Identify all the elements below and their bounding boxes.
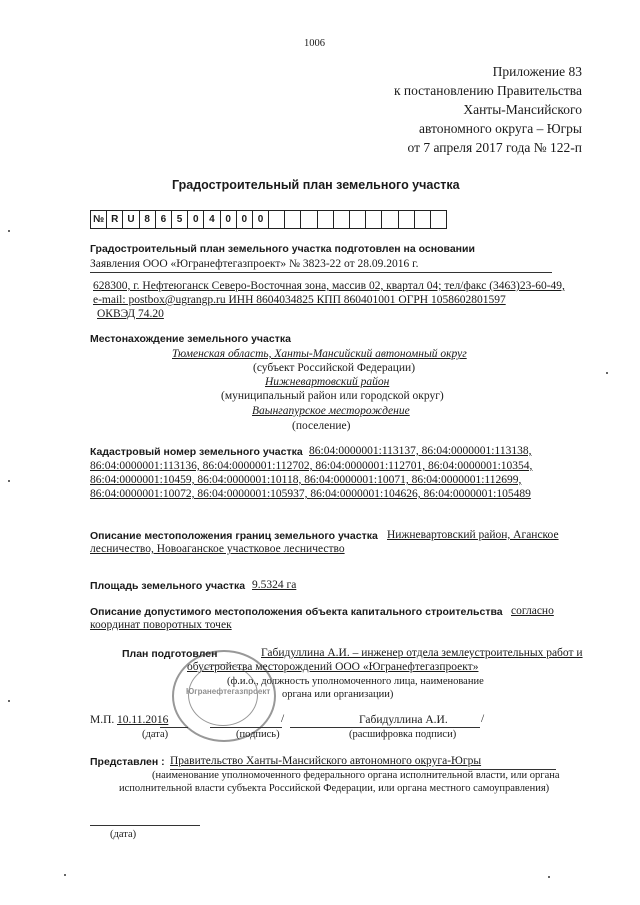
footer-date-caption: (дата) (110, 829, 137, 840)
code-cell (382, 211, 398, 229)
area-value: 9.5324 га (252, 579, 297, 591)
code-cell (333, 211, 349, 229)
scan-mark (8, 480, 10, 482)
location-subject: Тюменская область, Ханты-Мансийский автономный округ (172, 348, 467, 360)
boundaries-line-1: Нижневартовский район, Аганское (387, 529, 559, 541)
construction-label: Описание допустимого местоположения объекта капитального строительства (90, 606, 503, 618)
appendix-line-1: Приложение 83 (492, 64, 582, 79)
cadastral-line-2: 86:04:0000001:113136, 86:04:0000001:112702, 86:04:0000001:112701, 86:04:0000001:10354, (90, 460, 533, 472)
prepared-label: План подготовлен (122, 648, 218, 660)
boundaries-line-2: лесничество, Новоаганское участковое лесничество (90, 543, 345, 555)
cadastral-label: Кадастровый номер земельного участка (90, 446, 303, 458)
basis-contacts: e-mail: postbox@ugrangp.ru ИНН 8604034825 КПП 860401001 ОГРН 1058602801597 (93, 294, 506, 306)
prepared-line-1: Габидуллина А.И. – инженер отдела землеустроительных работ и (261, 647, 583, 659)
code-cell (430, 211, 446, 229)
code-cell: 0 (220, 211, 236, 229)
code-cell (414, 211, 430, 229)
location-district-caption: (муниципальный район или городской округ) (221, 390, 444, 402)
seal-text: Югранефтегазпроект (186, 687, 271, 696)
appendix-line-4: автономного округа – Югры (419, 121, 582, 136)
scan-mark (548, 876, 550, 878)
appendix-line-5: от 7 апреля 2017 года № 122-п (407, 140, 582, 155)
code-cell: 6 (155, 211, 171, 229)
basis-okved: ОКВЭД 74.20 (97, 308, 164, 320)
prepared-name: Габидуллина А.И. (359, 714, 448, 726)
cadastral-line-3: 86:04:0000001:10459, 86:04:0000001:10118, 86:04:0000001:10071, 86:04:0000001:112699, (90, 474, 522, 486)
code-cell: 0 (188, 211, 204, 229)
basis-underline (90, 272, 552, 273)
code-cell (269, 211, 285, 229)
presented-caption-2: исполнительной власти субъекта Российской Федерации, или органа местного самоуправления) (119, 783, 550, 794)
slash-2: / (481, 713, 485, 725)
code-cell: 0 (236, 211, 252, 229)
location-settlement: Ваынгапурское месторождение (252, 405, 410, 417)
slash-1: / (281, 713, 285, 725)
code-cell (285, 211, 301, 229)
date-line (160, 727, 188, 728)
code-cell: R (107, 211, 123, 229)
signature-caption: (подпись) (236, 729, 280, 740)
location-subject-caption: (субъект Российской Федерации) (253, 362, 416, 374)
page-number: 1006 (304, 38, 325, 49)
prepared-caption-1: (ф.и.о., должность уполномоченного лица, наименование (227, 676, 484, 687)
appendix-line-2: к постановлению Правительства (393, 83, 582, 98)
document-title: Градостроительный план земельного участка (172, 178, 460, 192)
basis-heading: Градостроительный план земельного участка подготовлен на основании (90, 243, 475, 255)
presented-caption-1: (наименование уполномоченного федерального органа исполнительной власти, или органа (152, 770, 560, 781)
mp-label: М.П. (90, 714, 115, 726)
code-cell: 8 (139, 211, 155, 229)
code-cell (398, 211, 414, 229)
area-label: Площадь земельного участка (90, 580, 246, 592)
scan-mark (8, 230, 10, 232)
code-cell (317, 211, 333, 229)
prepared-line-2: обустройства месторождений ООО «Югранефтегазпроект» (187, 661, 479, 673)
plan-number-table (90, 210, 447, 229)
construction-line-2: координат поворотных точек (90, 619, 232, 631)
scan-mark (8, 700, 10, 702)
location-heading: Местонахождение земельного участка (90, 333, 291, 345)
code-cell: 5 (171, 211, 187, 229)
boundaries-label: Описание местоположения границ земельного участка (90, 530, 378, 542)
scan-mark (606, 372, 608, 374)
cadastral-line-1: 86:04:0000001:113137, 86:04:0000001:113138, (309, 445, 532, 457)
name-caption: (расшифровка подписи) (349, 729, 457, 740)
prepared-date: 10.11.2016 (117, 714, 169, 726)
basis-address: 628300, г. Нефтеюганск Северо-Восточная зона, массив 02, квартал 04; тел/факс (3463)23-60-49, (93, 280, 565, 292)
location-settlement-caption: (поселение) (292, 420, 351, 432)
basis-application: Заявления ООО «Югранефтегазпроект» № 3823-22 от 28.09.2016 г. (90, 258, 419, 270)
signature-line (210, 727, 282, 728)
code-cell: U (123, 211, 139, 229)
code-cell (366, 211, 382, 229)
name-line (290, 727, 480, 728)
cadastral-line-4: 86:04:0000001:10072, 86:04:0000001:105937, 86:04:0000001:104626, 86:04:0000001:105489 (90, 488, 531, 500)
prepared-caption-2: органа или организации) (282, 689, 394, 700)
code-cell (301, 211, 317, 229)
location-district: Нижневартовский район (265, 376, 390, 388)
code-cell: 4 (204, 211, 220, 229)
code-cell: 0 (252, 211, 268, 229)
scan-mark (64, 874, 66, 876)
code-cell (350, 211, 366, 229)
appendix-line-3: Ханты-Мансийского (463, 102, 582, 117)
presented-value: Правительство Ханты-Мансийского автономного округа-Югры (170, 755, 482, 767)
presented-label: Представлен : (90, 756, 165, 768)
construction-line-1: согласно (511, 605, 554, 617)
code-cell: № (91, 211, 107, 229)
date-caption: (дата) (142, 729, 169, 740)
footer-date-line (90, 825, 200, 826)
